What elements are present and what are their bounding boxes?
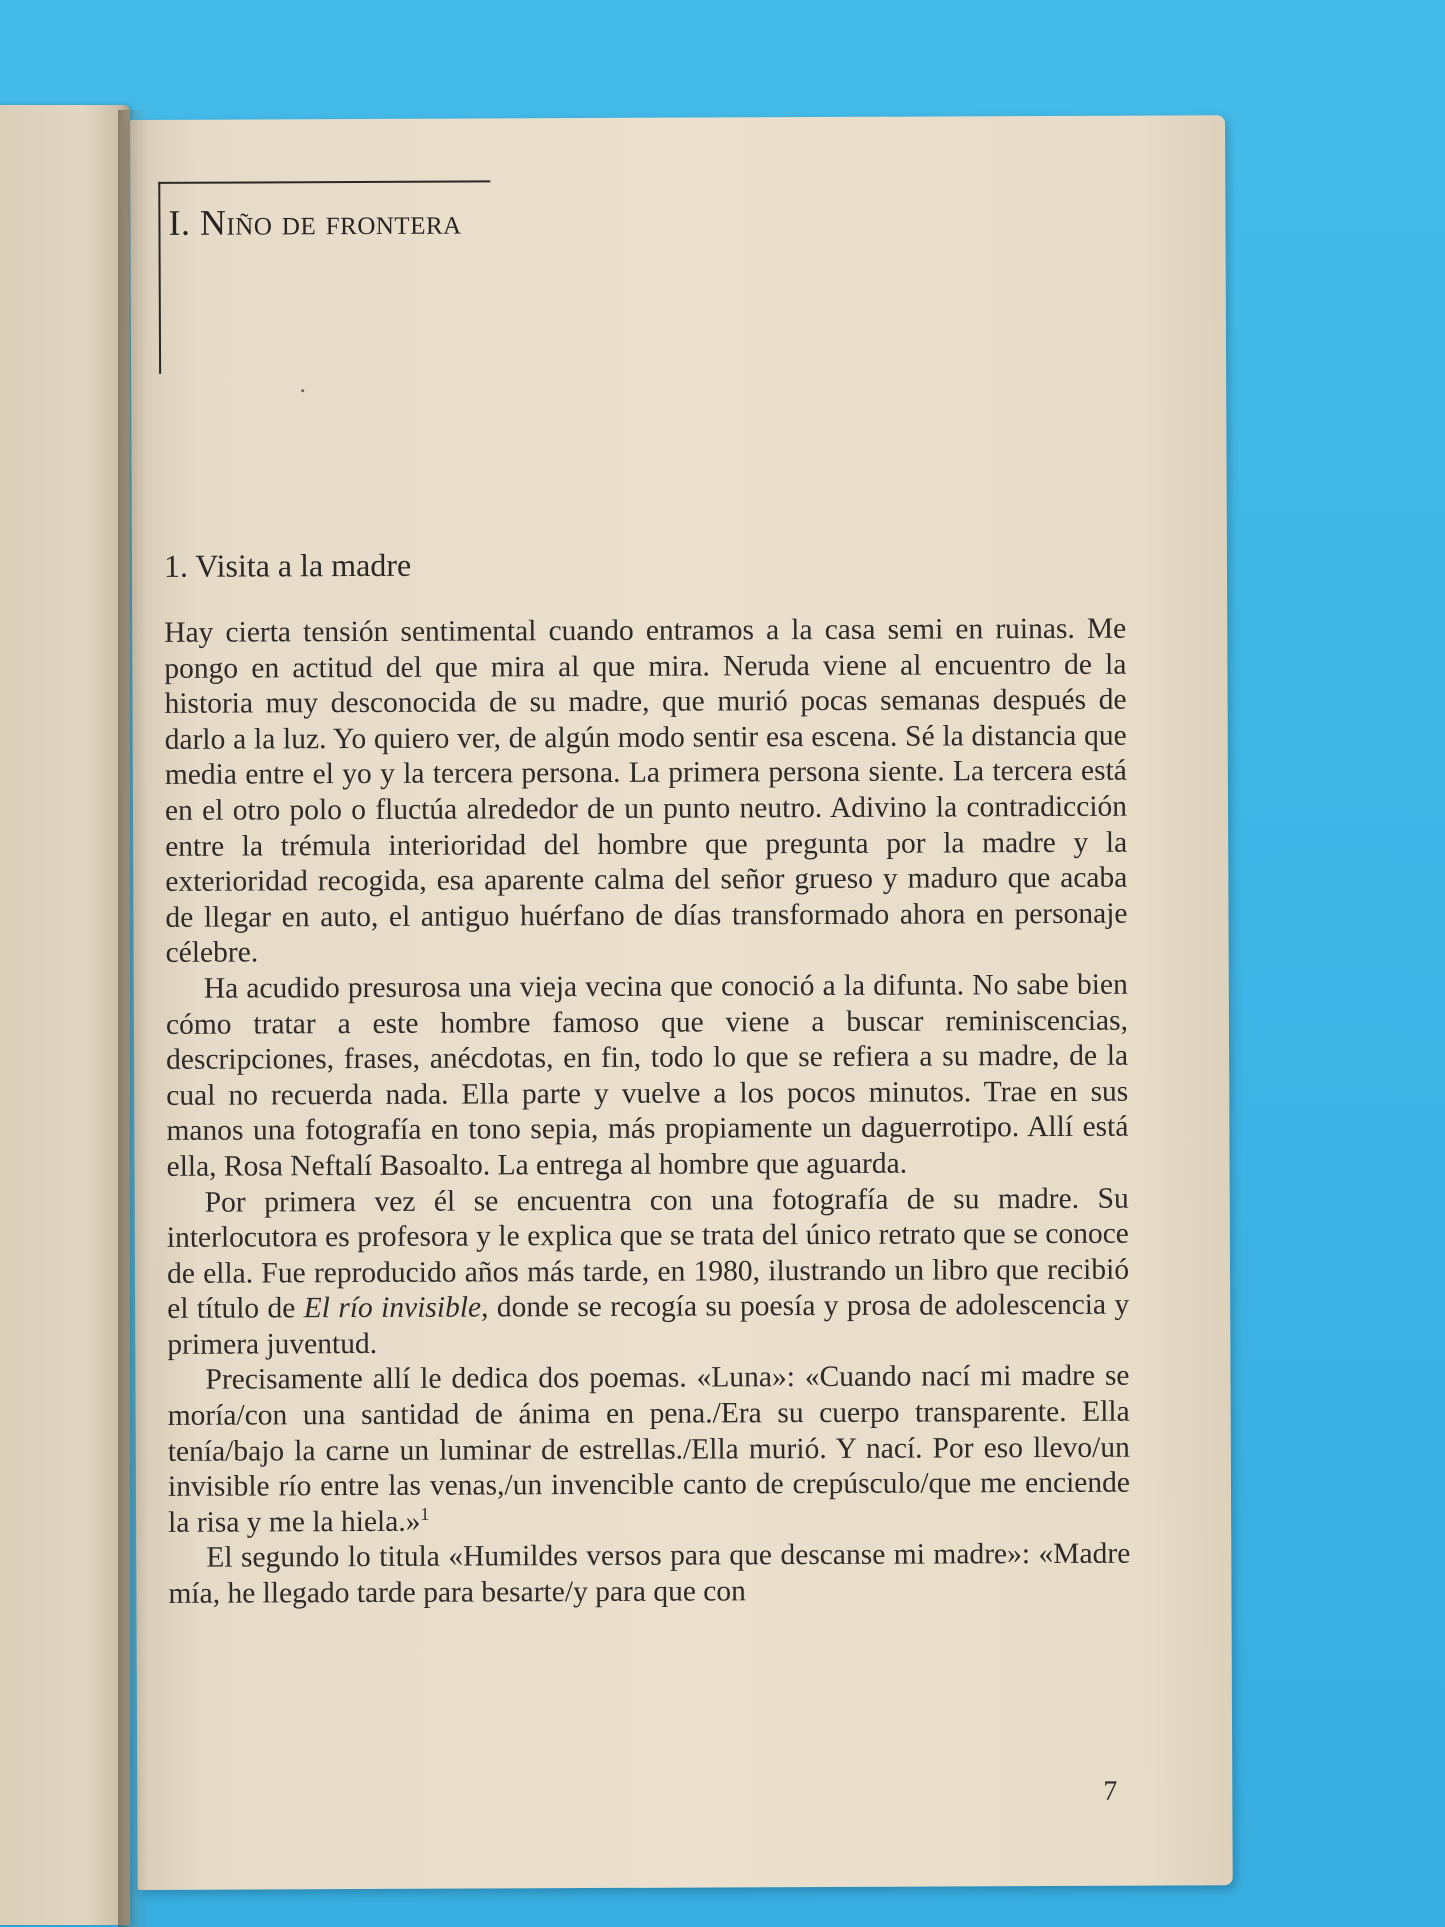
book-gutter-shadow xyxy=(118,110,148,1927)
body-text xyxy=(164,612,1130,1613)
section-title: 1. Visita a la madre xyxy=(163,546,412,584)
footnote-reference: 1 xyxy=(420,1503,430,1524)
book-title-italic: El río invisible xyxy=(303,1291,482,1325)
paragraph: Hay cierta tensión sentimental cuando entramos a la casa semi en ruinas. Me pongo en actitud del que mira al que mira. Neruda viene al encuentro de la historia muy desconocida de su madre, que murió pocas semanas después de darlo a la luz. Yo quiero ver, de algún modo sentir esa escena. Sé la distancia que media entre el yo y la tercera persona. La primera persona siente. La tercera está en el otro polo o fluctúa alrededor de un punto neutro. Adivino la contradicción entre la trémula interioridad del hombre que pregunta por la madre y la exterioridad recogida, esa aparente calma del señor grueso y maduro que acaba de llegar en auto, el antiguo huérfano de días transformado ahora en personaje célebre. xyxy=(164,612,1128,970)
book-page xyxy=(130,115,1233,1890)
paragraph: Ha acudido presurosa una vieja vecina que conoció a la difunta. No sabe bien cómo tratar a este hombre famoso que viene a buscar reminiscencias, descripciones, frases, anécdotas, en fin, todo lo que se refiera a su madre, de la cual no recuerda nada. Ella parte y vuelve a los pocos minutos. Trae en sus manos una fotografía en tono sepia, más propiamente un daguerrotipo. Allí está ella, Rosa Neftalí Basoalto. La entrega al hombre que aguarda. xyxy=(165,968,1129,1183)
page-number: 7 xyxy=(1103,1775,1118,1807)
paragraph: El segundo lo titula «Humildes versos para que descanse mi madre»: «Madre mía, he llegado tarde para besarte/y para que con xyxy=(168,1538,1131,1610)
paragraph xyxy=(167,1181,1130,1363)
chapter-vertical-rule xyxy=(158,182,161,374)
paragraph xyxy=(167,1359,1130,1541)
chapter-horizontal-rule xyxy=(158,180,490,183)
paragraph-text: Precisamente allí le dedica dos poemas. «Luna»: «Cuando nací mi madre se moría/con una santidad de ánima en pena./Era su cuerpo transparente. Ella tenía/bajo la carne un luminar de estrellas./Ella murió. Y nací. Por eso llevo/un invisible río entre las venas,/un invencible canto de crepúsculo/que me enciende la risa y me la hiela.» xyxy=(167,1360,1131,1539)
paper-speck xyxy=(301,389,304,392)
paragraph-text: Por primera vez él se encuentra con una fotografía de su madre. Su interlocutora es profesora y le explica que se trata del único retrato que se conoce de ella. Fue reproducido años más tarde, en 1980, ilustrando un libro que recibió el título de xyxy=(166,1182,1130,1326)
left-facing-page xyxy=(0,105,130,1925)
chapter-title: I. Niño de frontera xyxy=(168,201,462,243)
paragraph-text: , donde se recogía su poesía y prosa de adolescencia y primera juventud. xyxy=(167,1288,1130,1361)
